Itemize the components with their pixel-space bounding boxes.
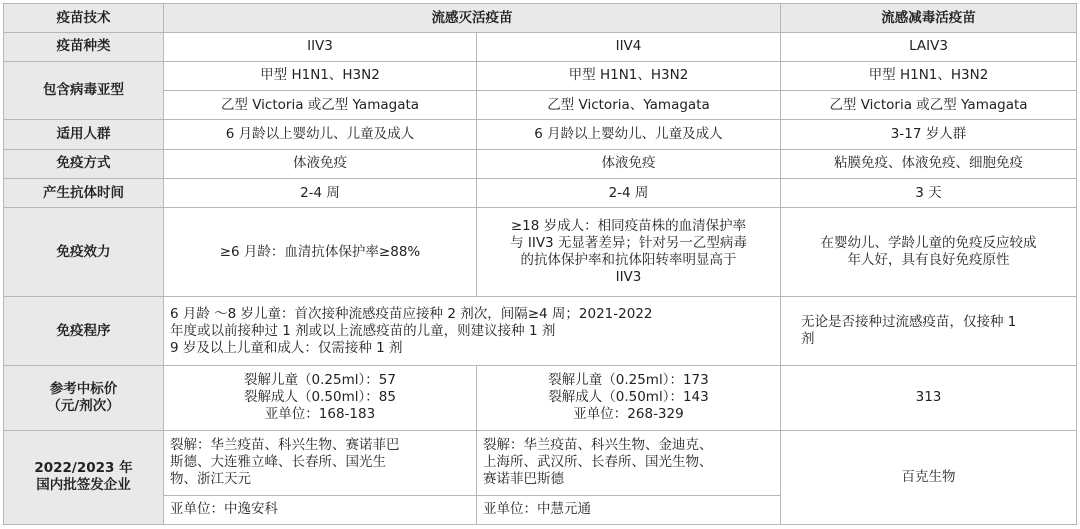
label-population: 适用人群 (4, 120, 164, 149)
enterprises-iiv3-line: 斯德、大连雅立峰、长春所、国光生 (170, 454, 386, 471)
label-schedule: 免疫程序 (4, 297, 164, 366)
efficacy-laiv3-line: 在婴幼儿、学龄儿童的免疫反应较成 (820, 235, 1037, 252)
efficacy-iiv3: ≥6 月龄：血清抗体保护率≥88% (164, 208, 477, 297)
enterprises-iiv4-split (477, 430, 781, 495)
price-iiv4 (477, 366, 781, 431)
enterprises-iiv4-subunit: 亚单位：中慧元通 (477, 495, 781, 524)
subtype-b-iiv4: 乙型 Victoria、Yamagata (477, 90, 781, 119)
price-iiv3-line: 裂解儿童（0.25ml）：57 (244, 372, 396, 389)
label-type: 疫苗种类 (4, 33, 164, 61)
row-efficacy (4, 208, 1077, 297)
schedule-laiv3 (781, 297, 1077, 366)
type-laiv3: LAIV3 (781, 33, 1077, 61)
price-iiv3 (164, 366, 477, 431)
label-immunity: 免疫方式 (4, 149, 164, 178)
row-antibody-time (4, 178, 1077, 207)
enterprises-iiv3-line: 裂解：华兰疫苗、科兴生物、赛诺菲巴 (170, 437, 400, 454)
header-row (4, 4, 1077, 33)
type-iiv4: IIV4 (477, 33, 781, 61)
schedule-line: 年度或以前接种过 1 剂或以上流感疫苗的儿童，则建议接种 1 剂 (170, 322, 556, 339)
immunity-laiv3: 粘膜免疫、体液免疫、细胞免疫 (781, 149, 1077, 178)
row-population (4, 120, 1077, 149)
efficacy-iiv4 (477, 208, 781, 297)
subtype-b-iiv3: 乙型 Victoria 或乙型 Yamagata (164, 90, 477, 119)
immunity-iiv3: 体液免疫 (164, 149, 477, 178)
schedule-line: 9 岁及以上儿童和成人：仅需接种 1 剂 (170, 339, 403, 356)
header-live: 流感减毒活疫苗 (781, 4, 1077, 33)
label-price (4, 366, 164, 431)
schedule-inactivated (164, 297, 781, 366)
enterprises-laiv3: 百克生物 (781, 430, 1077, 524)
row-enterprises-split (4, 430, 1077, 495)
subtype-a-iiv4: 甲型 H1N1、H3N2 (477, 61, 781, 90)
row-subtype-b (4, 90, 1077, 119)
antibody-time-iiv4: 2-4 周 (477, 178, 781, 207)
antibody-time-iiv3: 2-4 周 (164, 178, 477, 207)
label-antibody-time: 产生抗体时间 (4, 178, 164, 207)
population-iiv4: 6 月龄以上婴幼儿、儿童及成人 (477, 120, 781, 149)
efficacy-laiv3 (781, 208, 1077, 297)
efficacy-iiv4-line: 与 IIV3 无显著差异；针对另一乙型病毒 (510, 235, 747, 252)
label-enterprises-line: 国内批签发企业 (36, 477, 131, 494)
enterprises-iiv3-subunit: 亚单位：中逸安科 (164, 495, 477, 524)
schedule-laiv3-line: 剂 (801, 331, 815, 348)
enterprises-iiv4-line: 赛诺菲巴斯德 (483, 471, 564, 488)
subtype-a-iiv3: 甲型 H1N1、H3N2 (164, 61, 477, 90)
price-laiv3: 313 (781, 366, 1077, 431)
population-laiv3: 3-17 岁人群 (781, 120, 1077, 149)
schedule-laiv3-line: 无论是否接种过流感疫苗，仅接种 1 (801, 314, 1017, 331)
label-price-line: 参考中标价 (49, 380, 118, 397)
row-subtype-a (4, 61, 1077, 90)
subtype-a-laiv3: 甲型 H1N1、H3N2 (781, 61, 1077, 90)
type-iiv3: IIV3 (164, 33, 477, 61)
population-iiv3: 6 月龄以上婴幼儿、儿童及成人 (164, 120, 477, 149)
label-price-line: （元/剂次） (47, 397, 120, 414)
enterprises-iiv4-line: 裂解：华兰疫苗、科兴生物、金迪克、 (483, 437, 713, 454)
enterprises-iiv4-line: 上海所、武汉所、长春所、国光生物、 (483, 454, 713, 471)
row-price (4, 366, 1077, 431)
label-efficacy: 免疫效力 (4, 208, 164, 297)
label-enterprises-line: 2022/2023 年 (34, 460, 133, 477)
row-schedule (4, 297, 1077, 366)
price-iiv3-line: 亚单位：168-183 (264, 406, 376, 423)
immunity-iiv4: 体液免疫 (477, 149, 781, 178)
vaccine-comparison-table (3, 3, 1077, 525)
label-enterprises (4, 430, 164, 524)
enterprises-iiv3-split (164, 430, 477, 495)
label-subtype: 包含病毒亚型 (4, 61, 164, 120)
efficacy-iiv4-line: IIV3 (615, 269, 642, 286)
schedule-line: 6 月龄 ～8 岁儿童：首次接种流感疫苗应接种 2 剂次，间隔≥4 周；2021-2022 (170, 305, 653, 322)
price-iiv4-line: 裂解成人（0.50ml）：143 (548, 389, 709, 406)
antibody-time-laiv3: 3 天 (781, 178, 1077, 207)
header-inactivated: 流感灭活疫苗 (164, 4, 781, 33)
price-iiv4-line: 裂解儿童（0.25ml）：173 (548, 372, 709, 389)
header-tech: 疫苗技术 (4, 4, 164, 33)
row-immunity (4, 149, 1077, 178)
price-iiv3-line: 裂解成人（0.50ml）：85 (244, 389, 396, 406)
subtype-b-laiv3: 乙型 Victoria 或乙型 Yamagata (781, 90, 1077, 119)
price-iiv4-line: 亚单位：268-329 (573, 406, 684, 423)
efficacy-iiv4-line: 的抗体保护率和抗体阳转率明显高于 (520, 252, 737, 269)
row-type (4, 33, 1077, 61)
efficacy-iiv4-line: ≥18 岁成人：相同疫苗株的血清保护率 (510, 218, 747, 235)
enterprises-iiv3-line: 物、浙江天元 (170, 471, 251, 488)
efficacy-laiv3-line: 年人好，具有良好免疫原性 (847, 252, 1010, 269)
